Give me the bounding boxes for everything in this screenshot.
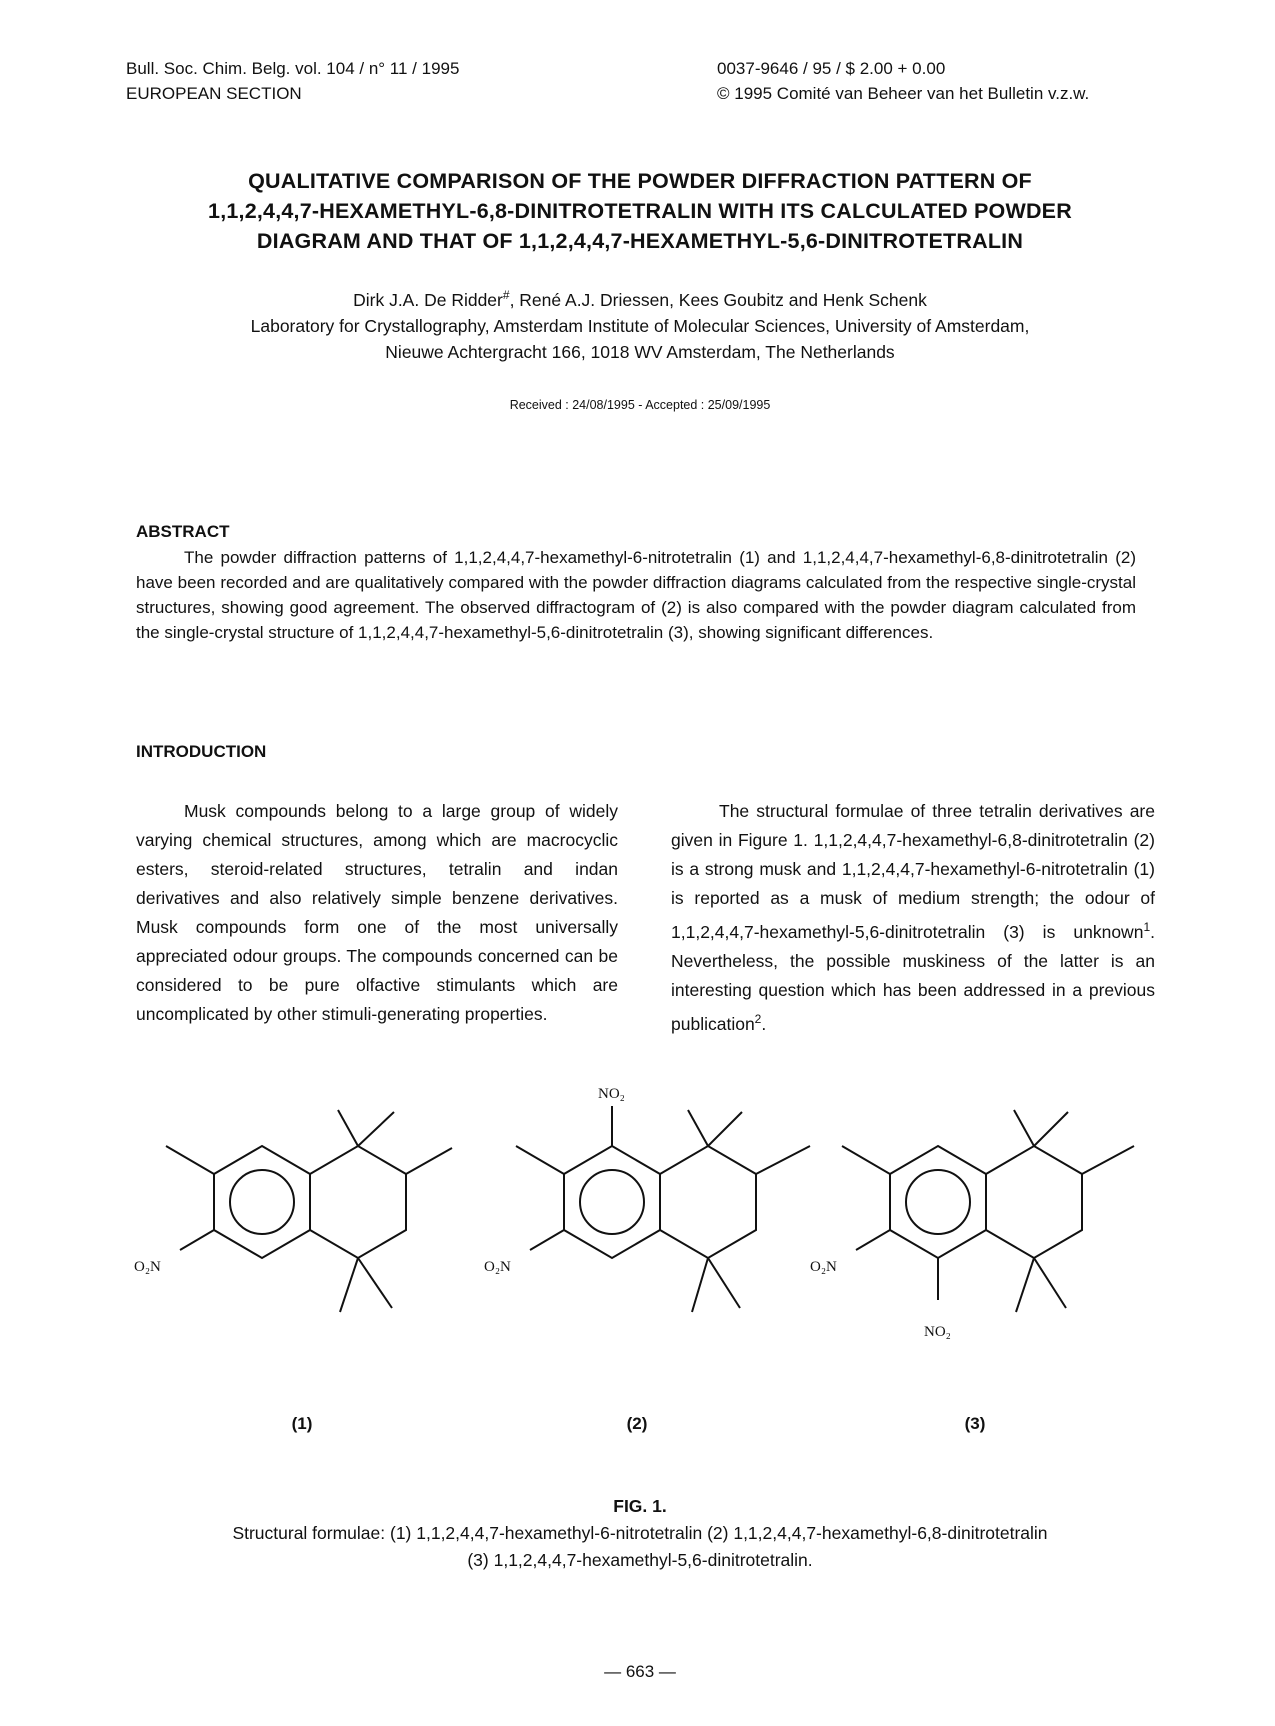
figure-caption-line-1: Structural formulae: (1) 1,1,2,4,4,7-hexamethyl-6-nitrotetralin (2) 1,1,2,4,4,7-hexamethyl-6,8-dinitrotetralin	[232, 1523, 1048, 1543]
title-line-1: QUALITATIVE COMPARISON OF THE POWDER DIFFRACTION PATTERN OF	[248, 169, 1032, 193]
structure-label-3: (3)	[964, 1414, 986, 1433]
structure-1	[166, 1110, 452, 1312]
journal-section: EUROPEAN SECTION	[126, 84, 302, 103]
abstract-text: The powder diffraction patterns of 1,1,2,4,4,7-hexamethyl-6-nitrotetralin (1) and 1,1,2,4,4,7-hexamethyl-6,8-dinitrotetralin (2) have been recorded and are qualitatively compared with the powder diffraction diagrams calculated from the respective single-crystal structures, showing good agreement. The observed diffractogram of (2) is also compared with the powder diagram calculated from the single-crystal structure of 1,1,2,4,4,7-hexamethyl-5,6-dinitrotetralin (3), showing significant differences.	[136, 548, 1136, 642]
reference-2: 2	[754, 1011, 762, 1026]
introduction-heading: INTRODUCTION	[136, 742, 267, 761]
intro-left-paragraph: Musk compounds belong to a large group of widely varying chemical structures, among which are macrocyclic esters, steroid-related structures, tetralin and indan derivatives and also relatively simple benzene derivatives. Musk compounds form one of the most universally appreciated odour groups. The compounds concerned can be considered to be pure olfactive stimulants which are uncomplicated by other stimuli-generating properties.	[136, 801, 618, 1024]
intro-right-paragraph: The structural formulae of three tetralin derivatives are given in Figure 1. 1,1,2,4,4,7-hexamethyl-6,8-dinitrotetralin (2) is a strong musk and 1,1,2,4,4,7-hexamethyl-6-nitrotetralin (1) is reported as a musk of medium strength; the odour of 1,1,2,4,4,7-hexamethyl-5,6-dinitrotetralin (3) is unknown$^1$. Nevertheless, the possible muskiness of the latter is an interesting question which has been addressed in a previous publication$^2$.	[671, 801, 1155, 1034]
affiliation-line-2: Nieuwe Achtergracht 166, 1018 WV Amsterdam, The Netherlands	[385, 341, 895, 362]
structure-label-2: (2)	[626, 1414, 648, 1433]
o2n-label-3: O₂N	[810, 1259, 837, 1275]
received-dates: Received : 24/08/1995 - Accepted : 25/09/1995	[509, 398, 771, 412]
title-line-2: 1,1,2,4,4,7-HEXAMETHYL-6,8-DINITROTETRALIN WITH ITS CALCULATED POWDER	[208, 199, 1072, 223]
figure-caption-line-2: (3) 1,1,2,4,4,7-hexamethyl-5,6-dinitrotetralin.	[467, 1550, 813, 1570]
author-names: Dirk J.A. De Ridder#, René A.J. Driessen, Kees Goubitz and Henk Schenk	[353, 288, 927, 310]
issn-code: 0037-9646 / 95 / $ 2.00 + 0.00	[717, 59, 946, 78]
corresponding-mark: #	[502, 288, 510, 302]
o2n-label-1: O₂N	[134, 1259, 161, 1275]
no2-label-3: NO₂	[924, 1324, 951, 1340]
page-number: — 663 —	[604, 1662, 676, 1681]
abstract-heading: ABSTRACT	[136, 522, 230, 541]
structure-2	[516, 1106, 810, 1312]
title-line-3: DIAGRAM AND THAT OF 1,1,2,4,4,7-HEXAMETHYL-5,6-DINITROTETRALIN	[256, 229, 1024, 253]
no2-label-2: NO₂	[598, 1086, 625, 1102]
o2n-label-2: O₂N	[484, 1259, 511, 1275]
figure-caption	[120, 1493, 1160, 1574]
affiliation-line-1: Laboratory for Crystallography, Amsterdam Institute of Molecular Sciences, University of Amsterdam,	[250, 315, 1030, 336]
reference-1: 1	[1143, 920, 1151, 934]
structure-3	[842, 1110, 1134, 1312]
journal-reference: Bull. Soc. Chim. Belg. vol. 104 / n° 11 / 1995	[126, 59, 460, 78]
copyright-notice: © 1995 Comité van Beheer van het Bulletin v.z.w.	[717, 84, 1090, 103]
figure-caption-title: FIG. 1.	[613, 1496, 667, 1516]
structure-label-1: (1)	[291, 1414, 313, 1433]
